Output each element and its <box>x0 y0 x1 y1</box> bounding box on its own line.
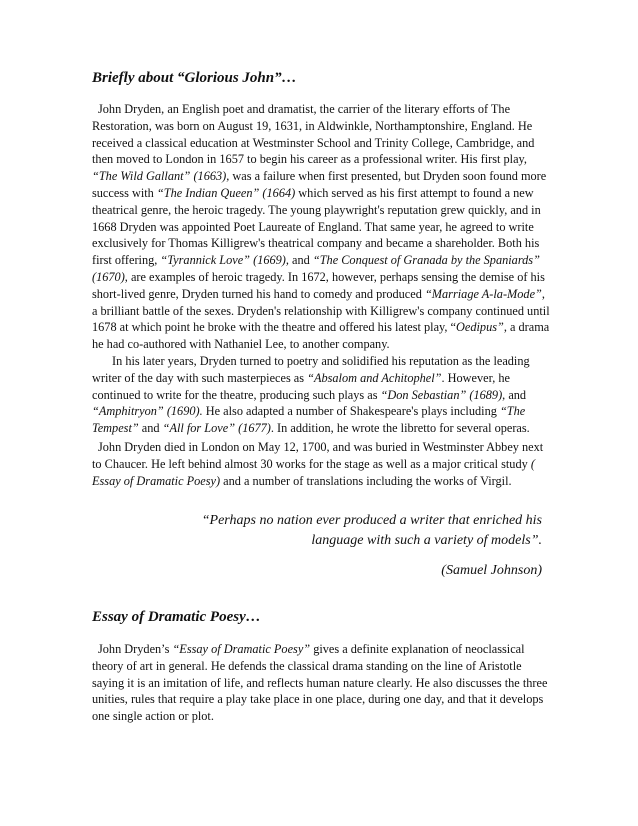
text: and a number of translations including the works of Virgil. <box>220 473 512 488</box>
play-title: “The Indian Queen” (1664) <box>156 185 296 200</box>
text: John Dryden’s <box>98 642 173 656</box>
text: John Dryden died in London on May 12, 1700, and was buried in Westminster Abbey next to Chaucer. He left behind almost 30 works for the stage as well as a major critical study <box>92 440 544 471</box>
text: He also adapted a number of Shakespeare's plays including <box>202 404 500 419</box>
essay-paragraph <box>92 641 550 725</box>
work-title: “The Tempest” <box>92 404 526 436</box>
text: and <box>138 421 163 436</box>
text: . However, he continued to write for the theatre, producing such plays as <box>92 370 510 402</box>
text: . In addition, he wrote the libretto for several operas. <box>270 421 530 436</box>
section-heading-glorious-john: Briefly about “Glorious John”… <box>92 70 297 86</box>
quote-attribution: (Samuel Johnson) <box>441 563 542 578</box>
text: gives a definite explanation of neoclassical theory of art in general. He defends the classical drama standing on the line of Aristotle saying it is an imitation of life, and reflects human nature clearly. He also discusses the three unities, rules that require a play take place in one place, during one day, and that it develops one single action or plot. <box>92 642 548 724</box>
play-title: “The Conquest of Granada by the Spaniards” (1670) <box>92 253 540 284</box>
text: , are examples of heroic tragedy. In 1672, however, perhaps sensing the demise of his short-lived genre, Dryden turned his hand to comedy and produced <box>92 269 545 301</box>
play-title: “Marriage A-la-Mode” <box>424 286 542 301</box>
work-title: “Essay of Dramatic Poesy” <box>172 642 311 656</box>
work-title: “All for Love” (1677) <box>162 421 271 436</box>
work-title: “Don Sebastian” (1689) <box>380 387 503 402</box>
text: which served as his first attempt to found a new theatrical genre, the heroic tragedy. The young playwright's reputation grew quickly, and in 1668 Dryden was appointed Poet Laureate of England. That same year, he agreed to write exclusively for Thomas Killigrew's theatrical company and became a shareholder. Both his first offering, <box>92 185 541 268</box>
work-title: ( Essay of Dramatic Poesy) <box>92 456 535 488</box>
play-title: “The Wild Gallant” (1663), <box>92 169 230 184</box>
play-title: “Tyrannick Love” (1669), <box>160 253 289 268</box>
johnson-quote: “Perhaps no nation ever produced a writer that enriched his language with such a variety of models”. <box>201 513 542 548</box>
text: In his later years, Dryden turned to poetry and solidified his reputation as the leading writer of the day with such masterpieces as <box>92 354 530 385</box>
section-heading-essay: Essay of Dramatic Poesy… <box>92 609 261 625</box>
death-paragraph <box>92 439 550 489</box>
text: and <box>288 253 313 268</box>
text: John Dryden, an English poet and dramatist, the carrier of the literary efforts of The Restoration, was born on August 19, 1631, in Aldwinkle, Northamptonshire, England. He received a classical education at Westminster School and Trinity College, Cambridge, and then moved to London in 1657 to begin his career as a professional writer. His first play, <box>92 102 535 167</box>
work-title: “Absalom and Achitophel” <box>307 370 442 385</box>
text: , and <box>502 387 527 402</box>
text: , a drama he had co-authored with Nathaniel Lee, to another company. <box>92 320 550 352</box>
work-title: “Amphitryon” (1690). <box>92 404 203 419</box>
text: , a brilliant battle of the sexes. Dryden's relationship with Killigrew's company continued until 1678 at which point he broke with the theatre and offered his latest play, “ <box>92 286 550 335</box>
biography-paragraph <box>92 101 550 353</box>
later-years-paragraph <box>92 353 550 437</box>
text: was a failure when first presented, but Dryden soon found more success with <box>92 169 547 200</box>
play-title: Oedipus” <box>456 320 504 335</box>
